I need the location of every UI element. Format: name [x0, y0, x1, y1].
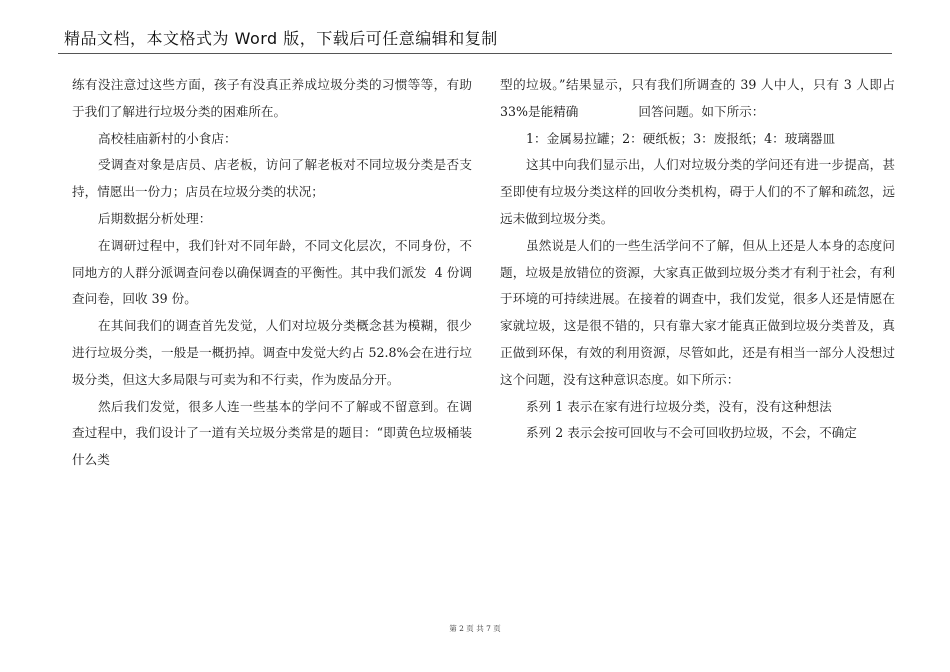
right-paragraph-4: 虽然说是人们的一些生活学问不了解，但从上还是人本身的态度问题，垃圾是放错位的资源，大家真正做到垃圾分类才有利于社会，有利于环境的可持续进展。在接着的调查中，我们发觉，很多人还是情愿在家就垃圾，这是很不错的，只有靠大家才能真正做到垃圾分类普及，真正做到环保，有效的利用资源，尽管如此，还是有相当一部分人没想过这个问题，没有这种意识态度。如下所示：	[500, 237, 895, 387]
left-paragraph-7: 然后我们发觉，很多人连一些基本的学问不了解或不留意到。在调查过程中，我们设计了一道有关垃圾分类常是的题目：“即黄色垃圾桶装什么类	[72, 398, 472, 468]
right-paragraph-2: 1：金属易拉罐；2：硬纸板；3：废报纸；4：玻璃器皿	[526, 130, 836, 146]
left-paragraph-3: 受调查对象是店员、店老板，访问了解老板对不同垃圾分类是否支持，情愿出一份力；店员在垃圾分类的状况；	[72, 157, 472, 200]
page-number-footer: 第 2 页 共 7 页	[449, 624, 501, 633]
left-paragraph-4: 后期数据分析处理：	[98, 210, 212, 226]
left-paragraph-1: 练有没注意过这些方面，孩子有没真正养成垃圾分类的习惯等等，有助于我们了解进行垃圾分类的困难所在。	[72, 77, 472, 119]
left-paragraph-5: 在调研过程中，我们针对不同年龄，不同文化层次，不同身份，不同地方的人群分派调查问卷以确保调查的平衡性。其中我们派发 4 份调查问卷，回收 39 份。	[72, 237, 472, 307]
left-paragraph-2: 高校桂庙新村的小食店：	[98, 130, 237, 146]
right-paragraph-1: 型的垃圾。”结果显示，只有我们所调查的 39 人中人，只有 3 人即占 33%是能精确 回答问题。如下所示：	[500, 77, 900, 119]
right-column	[500, 72, 900, 447]
header-divider	[58, 53, 892, 54]
right-paragraph-6: 系列 2 表示会按可回收与不会可回收扔垃圾，不会，不确定	[526, 425, 857, 441]
left-paragraph-6: 在其间我们的调查首先发觉，人们对垃圾分类概念甚为模糊，很少进行垃圾分类，一般是一概扔掉。调查中发觉大约占 52.8%会在进行垃圾分类，但这大多局限与可卖为和不行卖，作为废品分开。	[72, 318, 472, 387]
right-paragraph-5: 系列 1 表示在家有进行垃圾分类，没有，没有这种想法	[526, 398, 832, 414]
document-header: 精品文档，本文格式为 Word 版，下载后可任意编辑和复制	[64, 29, 498, 48]
left-column	[72, 72, 472, 474]
right-paragraph-3: 这其中向我们显示出，人们对垃圾分类的学问还有进一步提高，甚至即使有垃圾分类这样的回收分类机构，碍于人们的不了解和疏忽，远远未做到垃圾分类。	[500, 157, 895, 226]
